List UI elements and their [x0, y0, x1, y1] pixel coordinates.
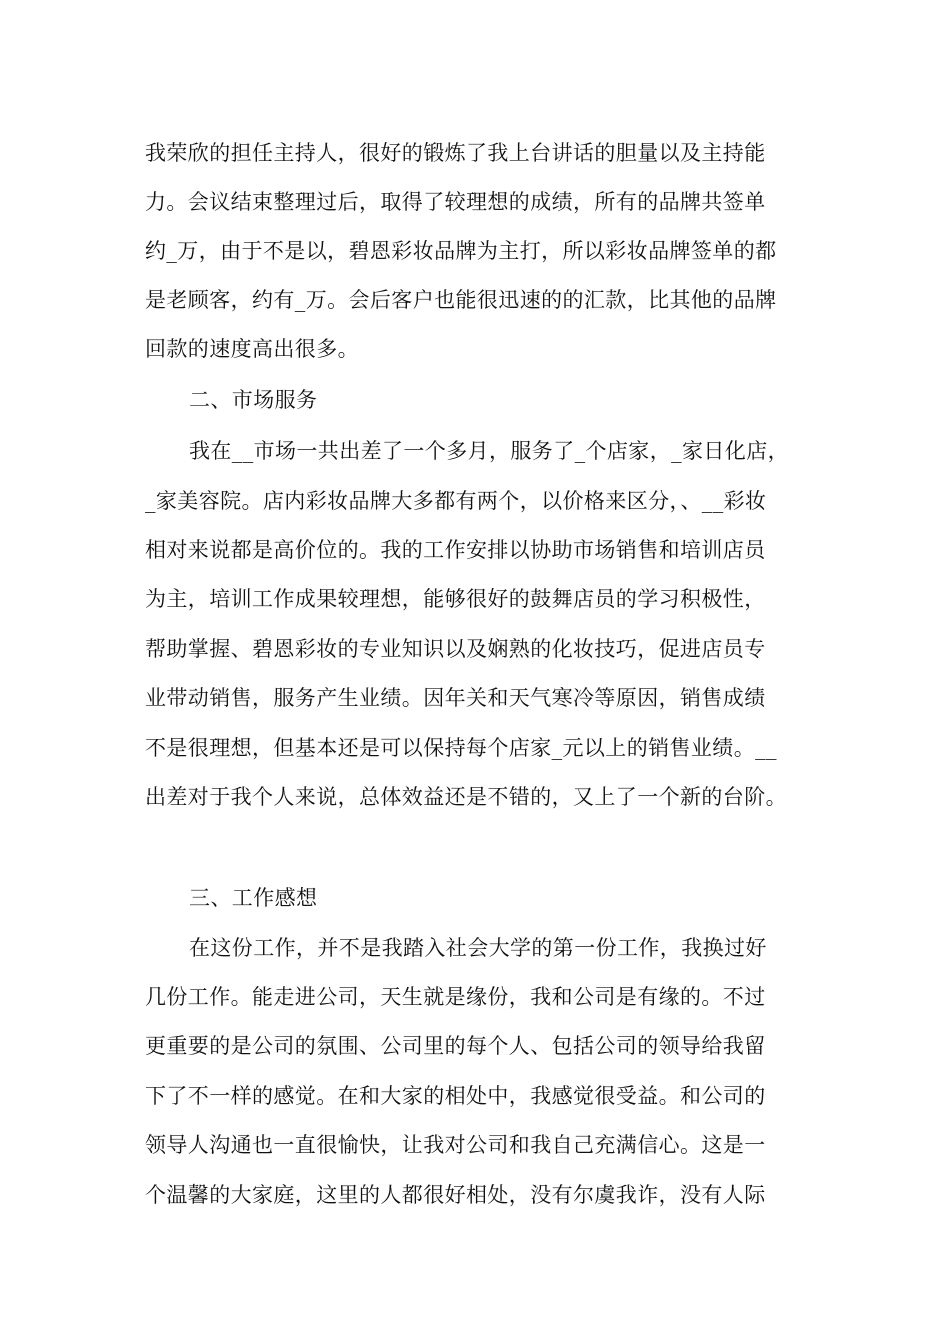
paragraph-line: 不是很理想，但基本还是可以保持每个店家_元以上的销售业绩。__: [145, 736, 777, 760]
paragraph-line: 下了不一样的感觉。在和大家的相处中，我感觉很受益。和公司的: [145, 1084, 766, 1108]
paragraph-line: 业带动销售，服务产生业绩。因年关和天气寒冷等原因，销售成绩: [145, 686, 766, 710]
paragraph-line: _家美容院。店内彩妆品牌大多都有两个，以价格来区分，、__彩妆: [145, 489, 767, 513]
paragraph-line: 帮助掌握、碧恩彩妆的专业知识以及娴熟的化妆技巧，促进店员专: [145, 637, 766, 661]
paragraph-line: 几份工作。能走进公司，天生就是缘份，我和公司是有缘的。不过: [145, 985, 766, 1009]
paragraph-line: 是老顾客，约有_万。会后客户也能很迅速的的汇款，比其他的品牌: [145, 288, 777, 312]
paragraph-line: 出差对于我个人来说，总体效益还是不错的，又上了一个新的台阶。: [145, 785, 787, 809]
paragraph-line: 我在__市场一共出差了一个多月，服务了_个店家，_家日化店，: [189, 439, 789, 463]
paragraph-line: 在这份工作，并不是我踏入社会大学的第一份工作，我换过好: [189, 936, 767, 960]
section-heading: 二、市场服务: [189, 388, 318, 412]
paragraph-line: 更重要的是公司的氛围、公司里的每个人、包括公司的领导给我留: [145, 1034, 766, 1058]
paragraph-line: 领导人沟通也一直很愉快，让我对公司和我自己充满信心。这是一: [145, 1133, 766, 1157]
paragraph-line: 为主，培训工作成果较理想，能够很好的鼓舞店员的学习积极性，: [145, 587, 766, 611]
paragraph-line: 相对来说都是高价位的。我的工作安排以协助市场销售和培训店员: [145, 538, 766, 562]
paragraph-line: 个温馨的大家庭，这里的人都很好相处，没有尔虞我诈，没有人际: [145, 1183, 766, 1207]
section-heading: 三、工作感想: [189, 886, 318, 910]
paragraph-line: 约_万，由于不是以，碧恩彩妆品牌为主打，所以彩妆品牌签单的都: [145, 239, 777, 263]
paragraph-line: 我荣欣的担任主持人，很好的锻炼了我上台讲话的胆量以及主持能: [145, 141, 766, 165]
paragraph-line: 力。会议结束整理过后，取得了较理想的成绩，所有的品牌共签单: [145, 190, 766, 214]
paragraph-line: 回款的速度高出很多。: [145, 337, 359, 361]
